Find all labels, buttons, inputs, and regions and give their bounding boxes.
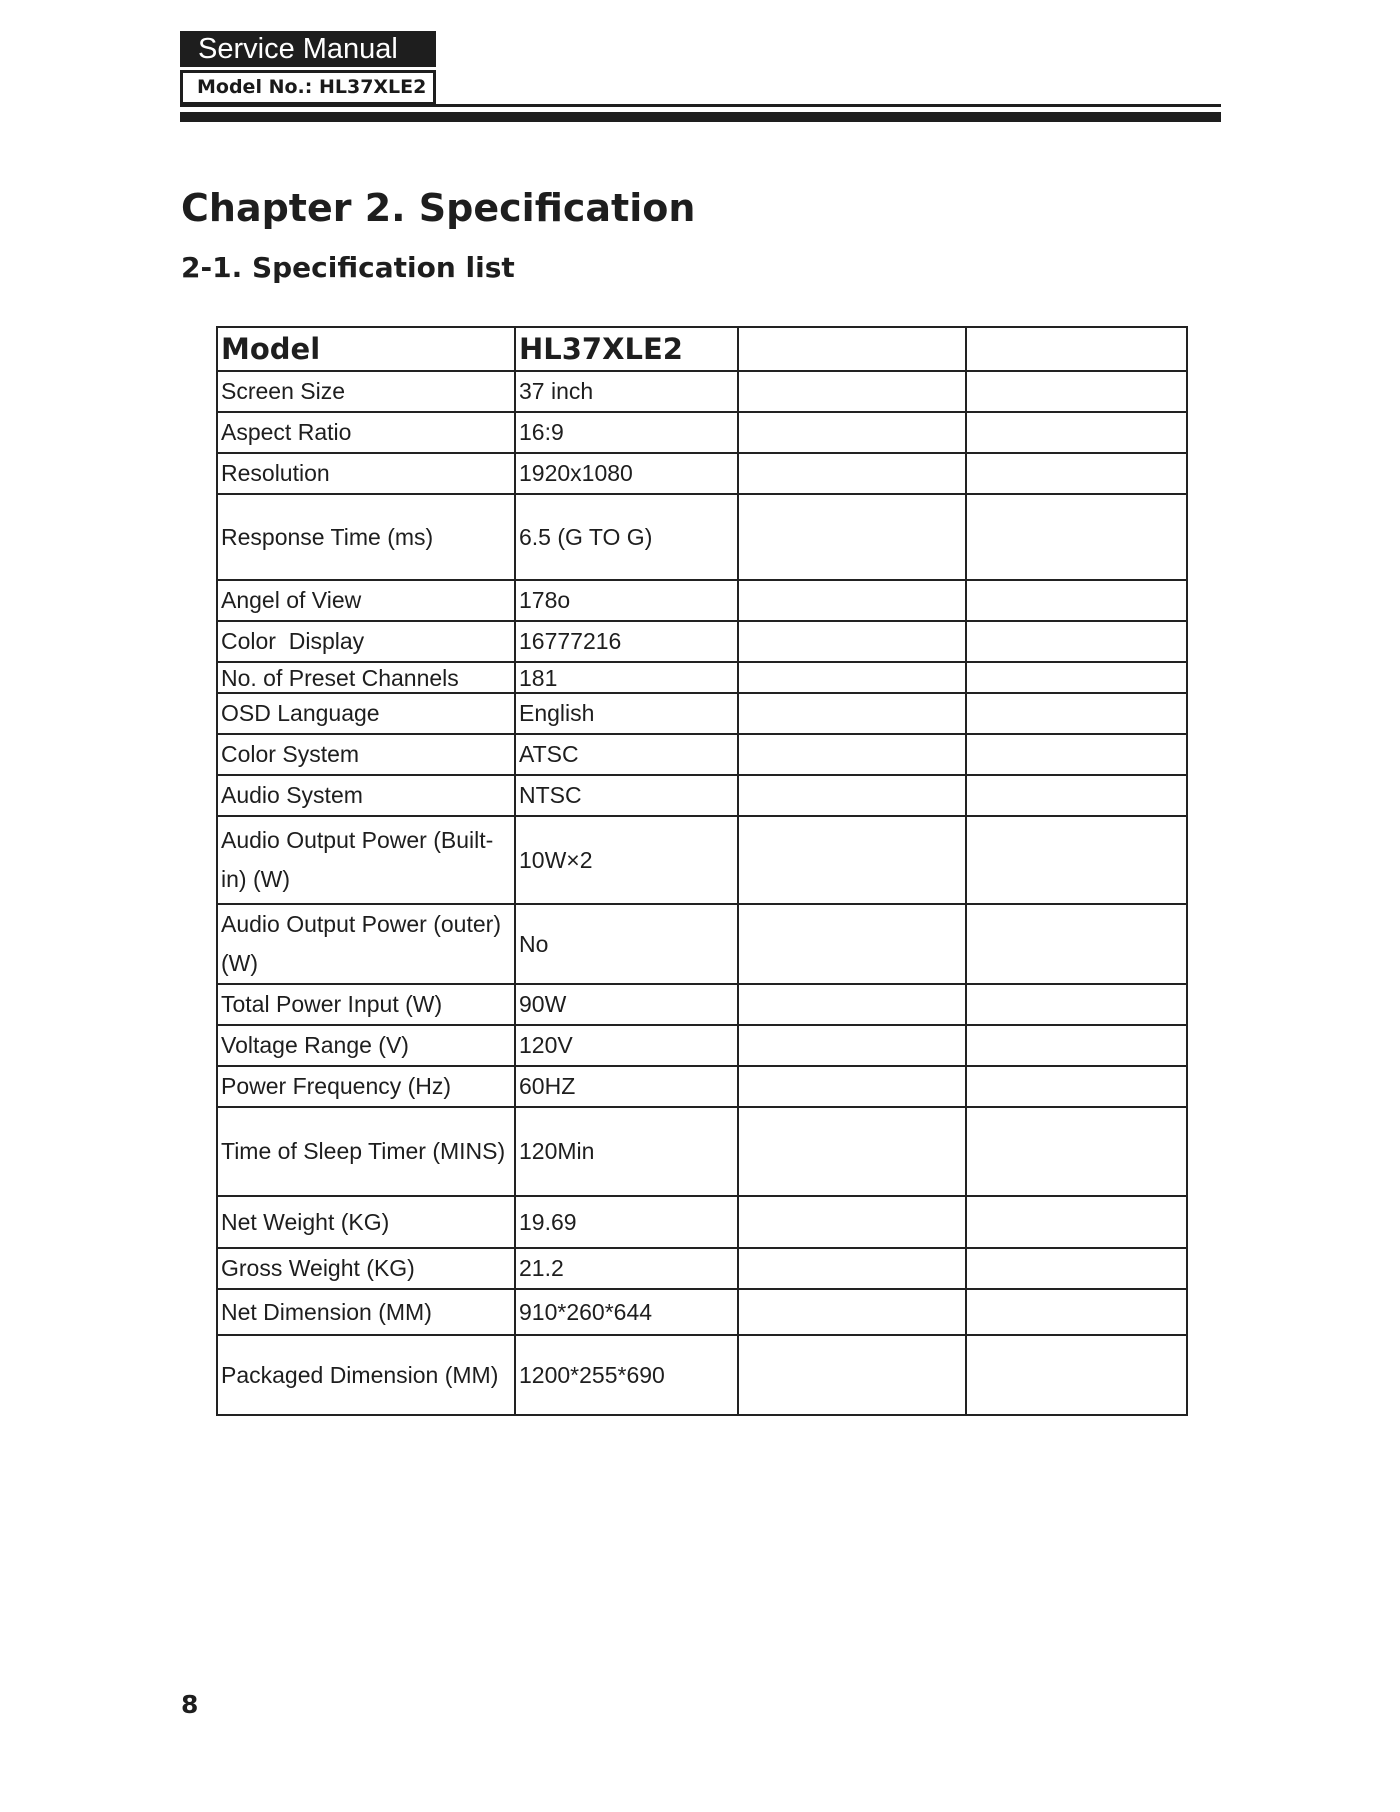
table-row — [217, 1289, 1187, 1335]
empty-cell — [966, 1196, 1187, 1248]
empty-cell — [738, 693, 966, 734]
spec-value: No — [515, 904, 738, 984]
empty-cell — [738, 734, 966, 775]
header-cell-model: Model — [217, 327, 515, 371]
empty-cell — [738, 1066, 966, 1107]
spec-value: 181 — [515, 662, 738, 693]
spec-value: 910*260*644 — [515, 1289, 738, 1335]
spec-label: Angel of View — [217, 580, 515, 621]
table-row — [217, 662, 1187, 693]
header-cell-model-value: HL37XLE2 — [515, 327, 738, 371]
table-row — [217, 621, 1187, 662]
spec-value: ATSC — [515, 734, 738, 775]
table-row — [217, 453, 1187, 494]
table-row — [217, 494, 1187, 580]
table-row — [217, 904, 1187, 984]
spec-value: 178o — [515, 580, 738, 621]
empty-cell — [738, 1196, 966, 1248]
spec-value: 6.5 (G TO G) — [515, 494, 738, 580]
empty-cell — [966, 621, 1187, 662]
page-number: 8 — [181, 1690, 199, 1719]
empty-cell — [966, 1066, 1187, 1107]
section-title: 2-1. Specification list — [181, 251, 515, 284]
spec-value: 16:9 — [515, 412, 738, 453]
empty-cell — [966, 816, 1187, 904]
spec-label: Screen Size — [217, 371, 515, 412]
header-rule-thick — [180, 112, 1221, 122]
empty-cell — [966, 412, 1187, 453]
spec-value: 90W — [515, 984, 738, 1025]
spec-label: Power Frequency (Hz) — [217, 1066, 515, 1107]
empty-cell — [738, 371, 966, 412]
empty-cell — [738, 580, 966, 621]
spec-value: English — [515, 693, 738, 734]
spec-value: 16777216 — [515, 621, 738, 662]
empty-cell — [738, 1289, 966, 1335]
spec-value: 120Min — [515, 1107, 738, 1196]
empty-cell — [738, 621, 966, 662]
spec-label: Color Display — [217, 621, 515, 662]
table-row — [217, 816, 1187, 904]
spec-label: Response Time (ms) — [217, 494, 515, 580]
spec-label: Net Dimension (MM) — [217, 1289, 515, 1335]
empty-cell — [738, 1025, 966, 1066]
spec-label: Time of Sleep Timer (MINS) — [217, 1107, 515, 1196]
empty-cell — [738, 1248, 966, 1289]
spec-value: 120V — [515, 1025, 738, 1066]
spec-label: Color System — [217, 734, 515, 775]
manual-title-banner: Service Manual — [180, 31, 436, 67]
spec-label: Net Weight (KG) — [217, 1196, 515, 1248]
table-row — [217, 1248, 1187, 1289]
empty-cell — [738, 775, 966, 816]
empty-cell — [738, 1335, 966, 1415]
spec-label: OSD Language — [217, 693, 515, 734]
header-cell-empty — [738, 327, 966, 371]
empty-cell — [738, 816, 966, 904]
empty-cell — [738, 904, 966, 984]
table-row — [217, 1066, 1187, 1107]
spec-value: 37 inch — [515, 371, 738, 412]
empty-cell — [738, 412, 966, 453]
spec-label: Total Power Input (W) — [217, 984, 515, 1025]
empty-cell — [966, 775, 1187, 816]
table-row — [217, 984, 1187, 1025]
spec-value: 10W×2 — [515, 816, 738, 904]
table-row — [217, 1025, 1187, 1066]
spec-value: 1920x1080 — [515, 453, 738, 494]
empty-cell — [966, 494, 1187, 580]
spec-value: 1200*255*690 — [515, 1335, 738, 1415]
table-row — [217, 775, 1187, 816]
header-rule-thin — [180, 104, 1221, 107]
empty-cell — [966, 580, 1187, 621]
empty-cell — [966, 984, 1187, 1025]
specification-table — [216, 326, 1188, 1416]
empty-cell — [738, 494, 966, 580]
spec-label: Gross Weight (KG) — [217, 1248, 515, 1289]
empty-cell — [966, 734, 1187, 775]
table-row — [217, 1335, 1187, 1415]
spec-value: NTSC — [515, 775, 738, 816]
empty-cell — [966, 1248, 1187, 1289]
spec-label: Audio Output Power (outer) (W) — [217, 904, 515, 984]
table-row — [217, 412, 1187, 453]
header-cell-empty — [966, 327, 1187, 371]
model-number-label: Model No.: HL37XLE2 — [180, 70, 436, 105]
empty-cell — [966, 371, 1187, 412]
spec-label: Audio System — [217, 775, 515, 816]
empty-cell — [738, 984, 966, 1025]
spec-value: 21.2 — [515, 1248, 738, 1289]
empty-cell — [966, 453, 1187, 494]
empty-cell — [738, 662, 966, 693]
empty-cell — [966, 662, 1187, 693]
spec-label: Voltage Range (V) — [217, 1025, 515, 1066]
spec-value: 60HZ — [515, 1066, 738, 1107]
empty-cell — [738, 1107, 966, 1196]
table-row — [217, 734, 1187, 775]
spec-label: Audio Output Power (Built-in) (W) — [217, 816, 515, 904]
empty-cell — [966, 1289, 1187, 1335]
spec-value: 19.69 — [515, 1196, 738, 1248]
empty-cell — [966, 1107, 1187, 1196]
empty-cell — [966, 1025, 1187, 1066]
chapter-title: Chapter 2. Specification — [181, 186, 696, 230]
table-row — [217, 693, 1187, 734]
spec-label: No. of Preset Channels — [217, 662, 515, 693]
table-row — [217, 371, 1187, 412]
empty-cell — [738, 453, 966, 494]
spec-label: Aspect Ratio — [217, 412, 515, 453]
spec-label: Resolution — [217, 453, 515, 494]
spec-label: Packaged Dimension (MM) — [217, 1335, 515, 1415]
empty-cell — [966, 693, 1187, 734]
table-row — [217, 580, 1187, 621]
empty-cell — [966, 1335, 1187, 1415]
table-row — [217, 1107, 1187, 1196]
table-header-row — [217, 327, 1187, 371]
empty-cell — [966, 904, 1187, 984]
table-row — [217, 1196, 1187, 1248]
